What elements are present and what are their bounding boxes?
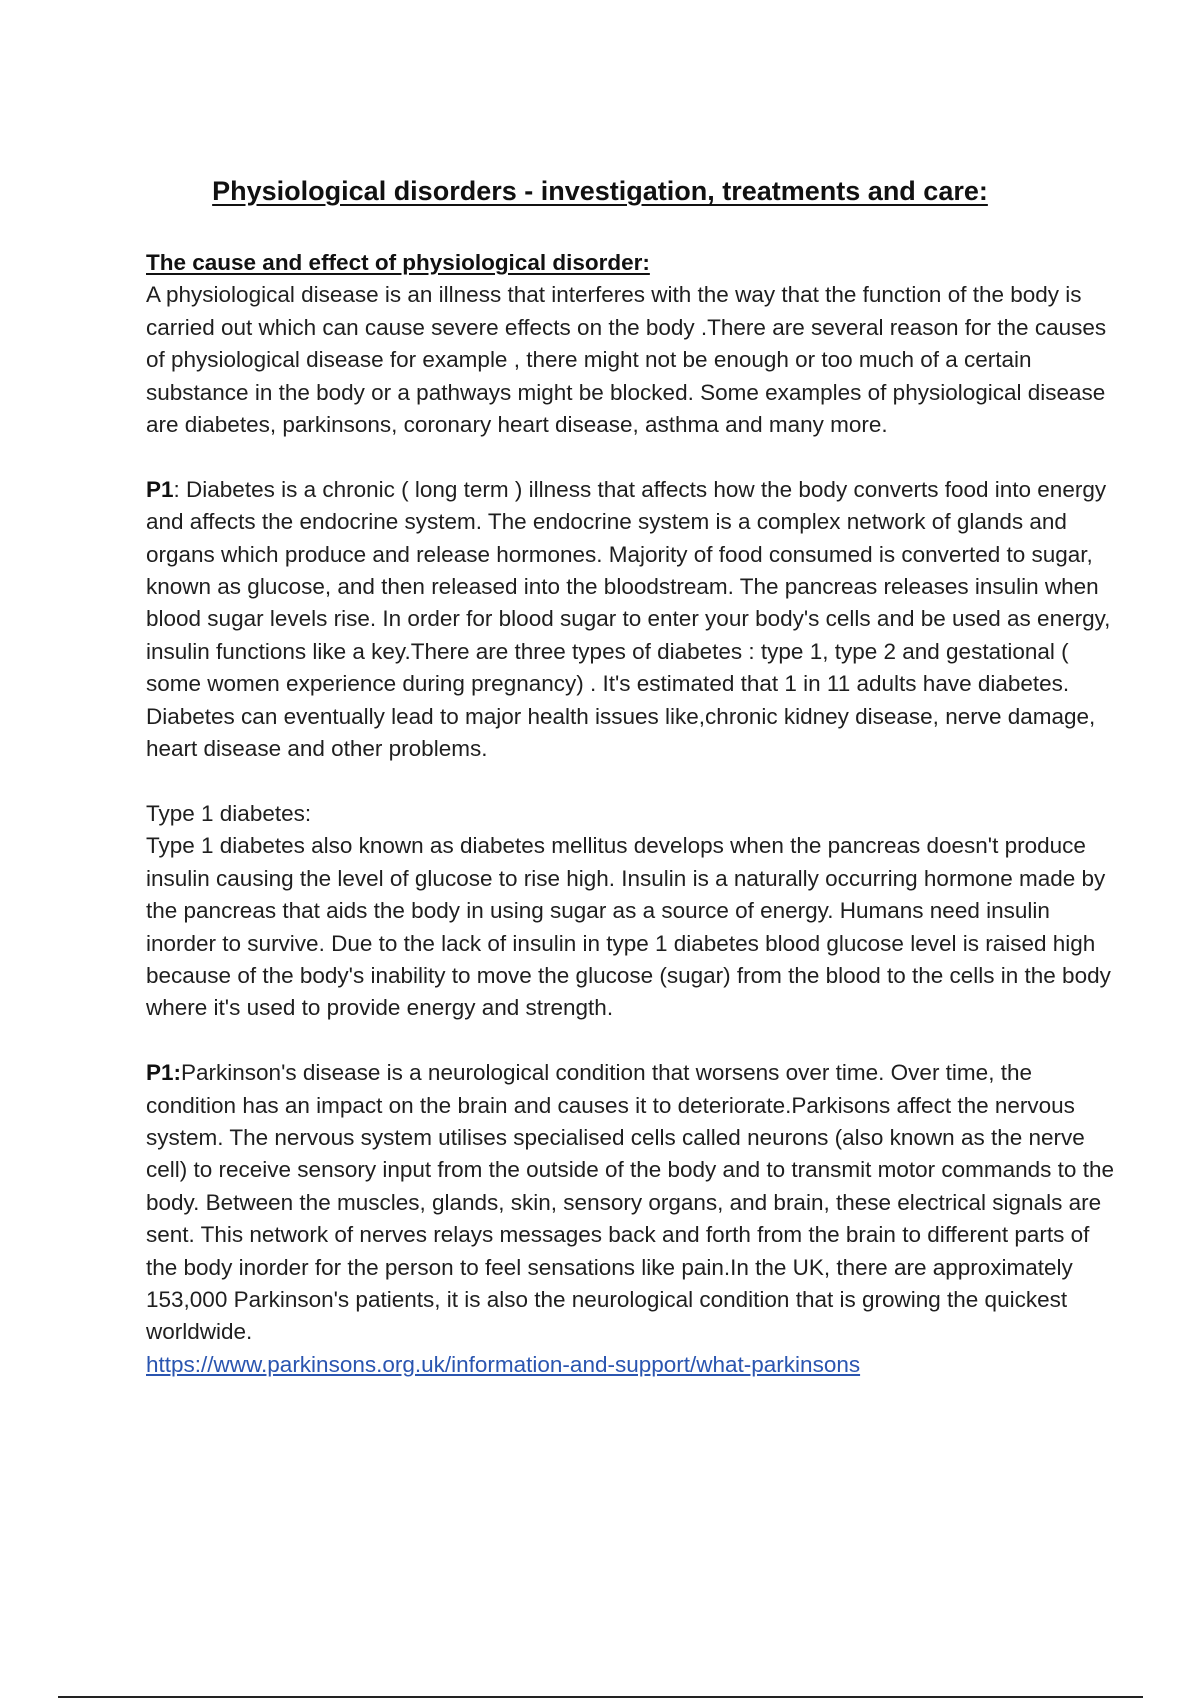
document-body xyxy=(146,247,1121,1414)
document-title: Physiological disorders - investigation, treatments and care: xyxy=(212,176,988,206)
p1-parkinsons-tag: P1: xyxy=(146,1060,182,1086)
cause-effect-section xyxy=(146,247,1121,441)
diabetes-section xyxy=(146,474,1121,766)
footer-divider xyxy=(58,1696,1143,1698)
p1-diabetes-tag: P1 xyxy=(146,476,174,502)
parkinsons-link[interactable]: https://www.parkinsons.org.uk/information-and-support/what-parkinsons xyxy=(146,1351,861,1377)
type1-diabetes-section xyxy=(146,798,1121,1025)
parkinsons-paragraph: Parkinson's disease is a neurological condition that worsens over time. Over time, the condition has an impact on the brain and causes it to deteriorate.Parkisons affect the nervous system. The nervous system utilises specialised cells called neurons (also known as the nerve cell) to receive sensory input from the outside of the body and to transmit motor commands to the body. Between the muscles, glands, skin, sensory organs, and brain, these electrical signals are sent. This network of nerves relays messages back and forth from the brain to different parts of the body inorder for the person to feel sensations like pain.In the UK, there are approximately 153,000 Parkinson's patients, it is also the neurological condition that is growing the quickest worldwide. xyxy=(146,1060,1114,1345)
parkinsons-section xyxy=(146,1057,1121,1381)
section-heading: The cause and effect of physiological disorder: xyxy=(146,250,650,275)
type1-paragraph: Type 1 diabetes also known as diabetes mellitus develops when the pancreas doesn't produce insulin causing the level of glucose to rise high. Insulin is a naturally occurring hormone made by the pancreas that aids the body in using sugar as a source of energy. Humans need insulin inorder to survive. Due to the lack of insulin in type 1 diabetes blood glucose level is raised high because of the body's inability to move the glucose (sugar) from the blood to the cells in the body where it's used to provide energy and strength. xyxy=(146,833,1111,1021)
type1-heading: Type 1 diabetes: xyxy=(146,800,312,826)
diabetes-paragraph: : Diabetes is a chronic ( long term ) illness that affects how the body converts food into energy and affects the endocrine system. The endocrine system is a complex network of glands and organs which produce and release hormones. Majority of food consumed is converted to sugar, known as glucose, and then released into the bloodstream. The pancreas releases insulin when blood sugar levels rise. In order for blood sugar to enter your body's cells and be used as energy, insulin functions like a key.There are three types of diabetes : type 1, type 2 and gestational ( some women experience during pregnancy) . It's estimated that 1 in 11 adults have diabetes. Diabetes can eventually lead to major health issues like,chronic kidney disease, nerve damage, heart disease and other problems. xyxy=(146,476,1111,762)
cause-effect-paragraph: A physiological disease is an illness that interferes with the way that the function of the body is carried out which can cause severe effects on the body .There are several reason for the causes of physiological disease for example , there might not be enough or too much of a certain substance in the body or a pathways might be blocked. Some examples of physiological disease are diabetes, parkinsons, coronary heart disease, asthma and many more. xyxy=(146,282,1107,438)
